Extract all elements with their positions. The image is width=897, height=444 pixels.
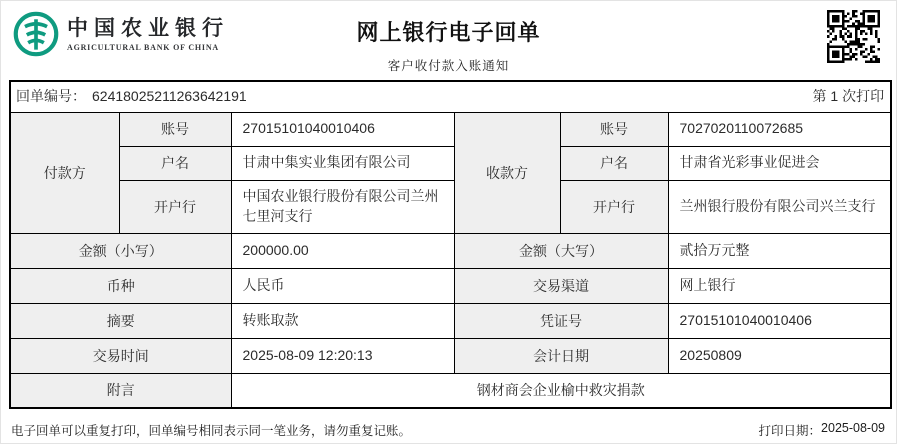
bank-name-cn: 中国农业银行: [67, 17, 229, 41]
currency-label: 币种: [10, 268, 231, 303]
payee-name-label: 户名: [560, 146, 668, 180]
transaction-time-label: 交易时间: [10, 338, 231, 373]
amount-upper-value: 贰拾万元整: [668, 233, 891, 268]
amount-lower-label: 金额（小写）: [10, 233, 231, 268]
title-block: [1, 16, 896, 74]
payer-bank-label: 开户行: [119, 180, 231, 233]
bank-name-en: AGRICULTURAL BANK OF CHINA: [67, 42, 220, 52]
print-date-value: 2025-08-09: [821, 421, 885, 435]
footer: [1, 421, 896, 439]
payer-name-value: 甘肃中集实业集团有限公司: [231, 146, 454, 180]
postscript-value: 钢材商会企业榆中救灾捐款: [231, 373, 891, 408]
amount-lower-value: 200000.00: [231, 233, 454, 268]
receipt-number-value: 62418025211263642191: [92, 87, 247, 104]
currency-value: 人民币: [231, 268, 454, 303]
print-date-label: 打印日期：: [758, 424, 822, 438]
receipt-number-label: 回单编号：: [16, 87, 86, 104]
payee-account-label: 账号: [560, 112, 668, 146]
payer-name-label: 户名: [119, 146, 231, 180]
voucher-value: 27015101040010406: [668, 303, 891, 338]
time-row: [10, 338, 891, 373]
qr-code: [827, 10, 880, 63]
currency-row: [10, 268, 891, 303]
receipt-number-row: [10, 81, 891, 112]
account-row: [10, 112, 891, 146]
summary-row: [10, 303, 891, 338]
print-count: 第 1 次打印: [812, 87, 885, 104]
payee-group-label: 收款方: [454, 112, 560, 233]
summary-value: 转账取款: [231, 303, 454, 338]
header: [1, 1, 896, 79]
payee-bank-value: 兰州银行股份有限公司兴兰支行: [668, 180, 891, 233]
summary-label: 摘要: [10, 303, 231, 338]
channel-value: 网上银行: [668, 268, 891, 303]
amount-row: [10, 233, 891, 268]
footer-note: 电子回单可以重复打印，回单编号相同表示同一笔业务，请勿重复记账。: [11, 424, 412, 438]
page-subtitle: 客户收付款入账通知: [387, 59, 510, 73]
payee-bank-label: 开户行: [560, 180, 668, 233]
amount-upper-label: 金额（大写）: [454, 233, 668, 268]
name-row: [10, 146, 891, 180]
payee-account-value: 7027020110072685: [668, 112, 891, 146]
receipt-table: [9, 80, 892, 409]
channel-label: 交易渠道: [454, 268, 668, 303]
accounting-date-label: 会计日期: [454, 338, 668, 373]
payer-group-label: 付款方: [10, 112, 119, 233]
postscript-row: [10, 373, 891, 408]
payer-account-value: 27015101040010406: [231, 112, 454, 146]
transaction-time-value: 2025-08-09 12:20:13: [231, 338, 454, 373]
payer-bank-value: 中国农业银行股份有限公司兰州七里河支行: [231, 180, 454, 233]
payer-account-label: 账号: [119, 112, 231, 146]
page-title: 网上银行电子回单: [356, 20, 541, 45]
payee-name-value: 甘肃省光彩事业促进会: [668, 146, 891, 180]
bank-row: [10, 180, 891, 233]
postscript-label: 附言: [10, 373, 231, 408]
voucher-label: 凭证号: [454, 303, 668, 338]
accounting-date-value: 20250809: [668, 338, 891, 373]
